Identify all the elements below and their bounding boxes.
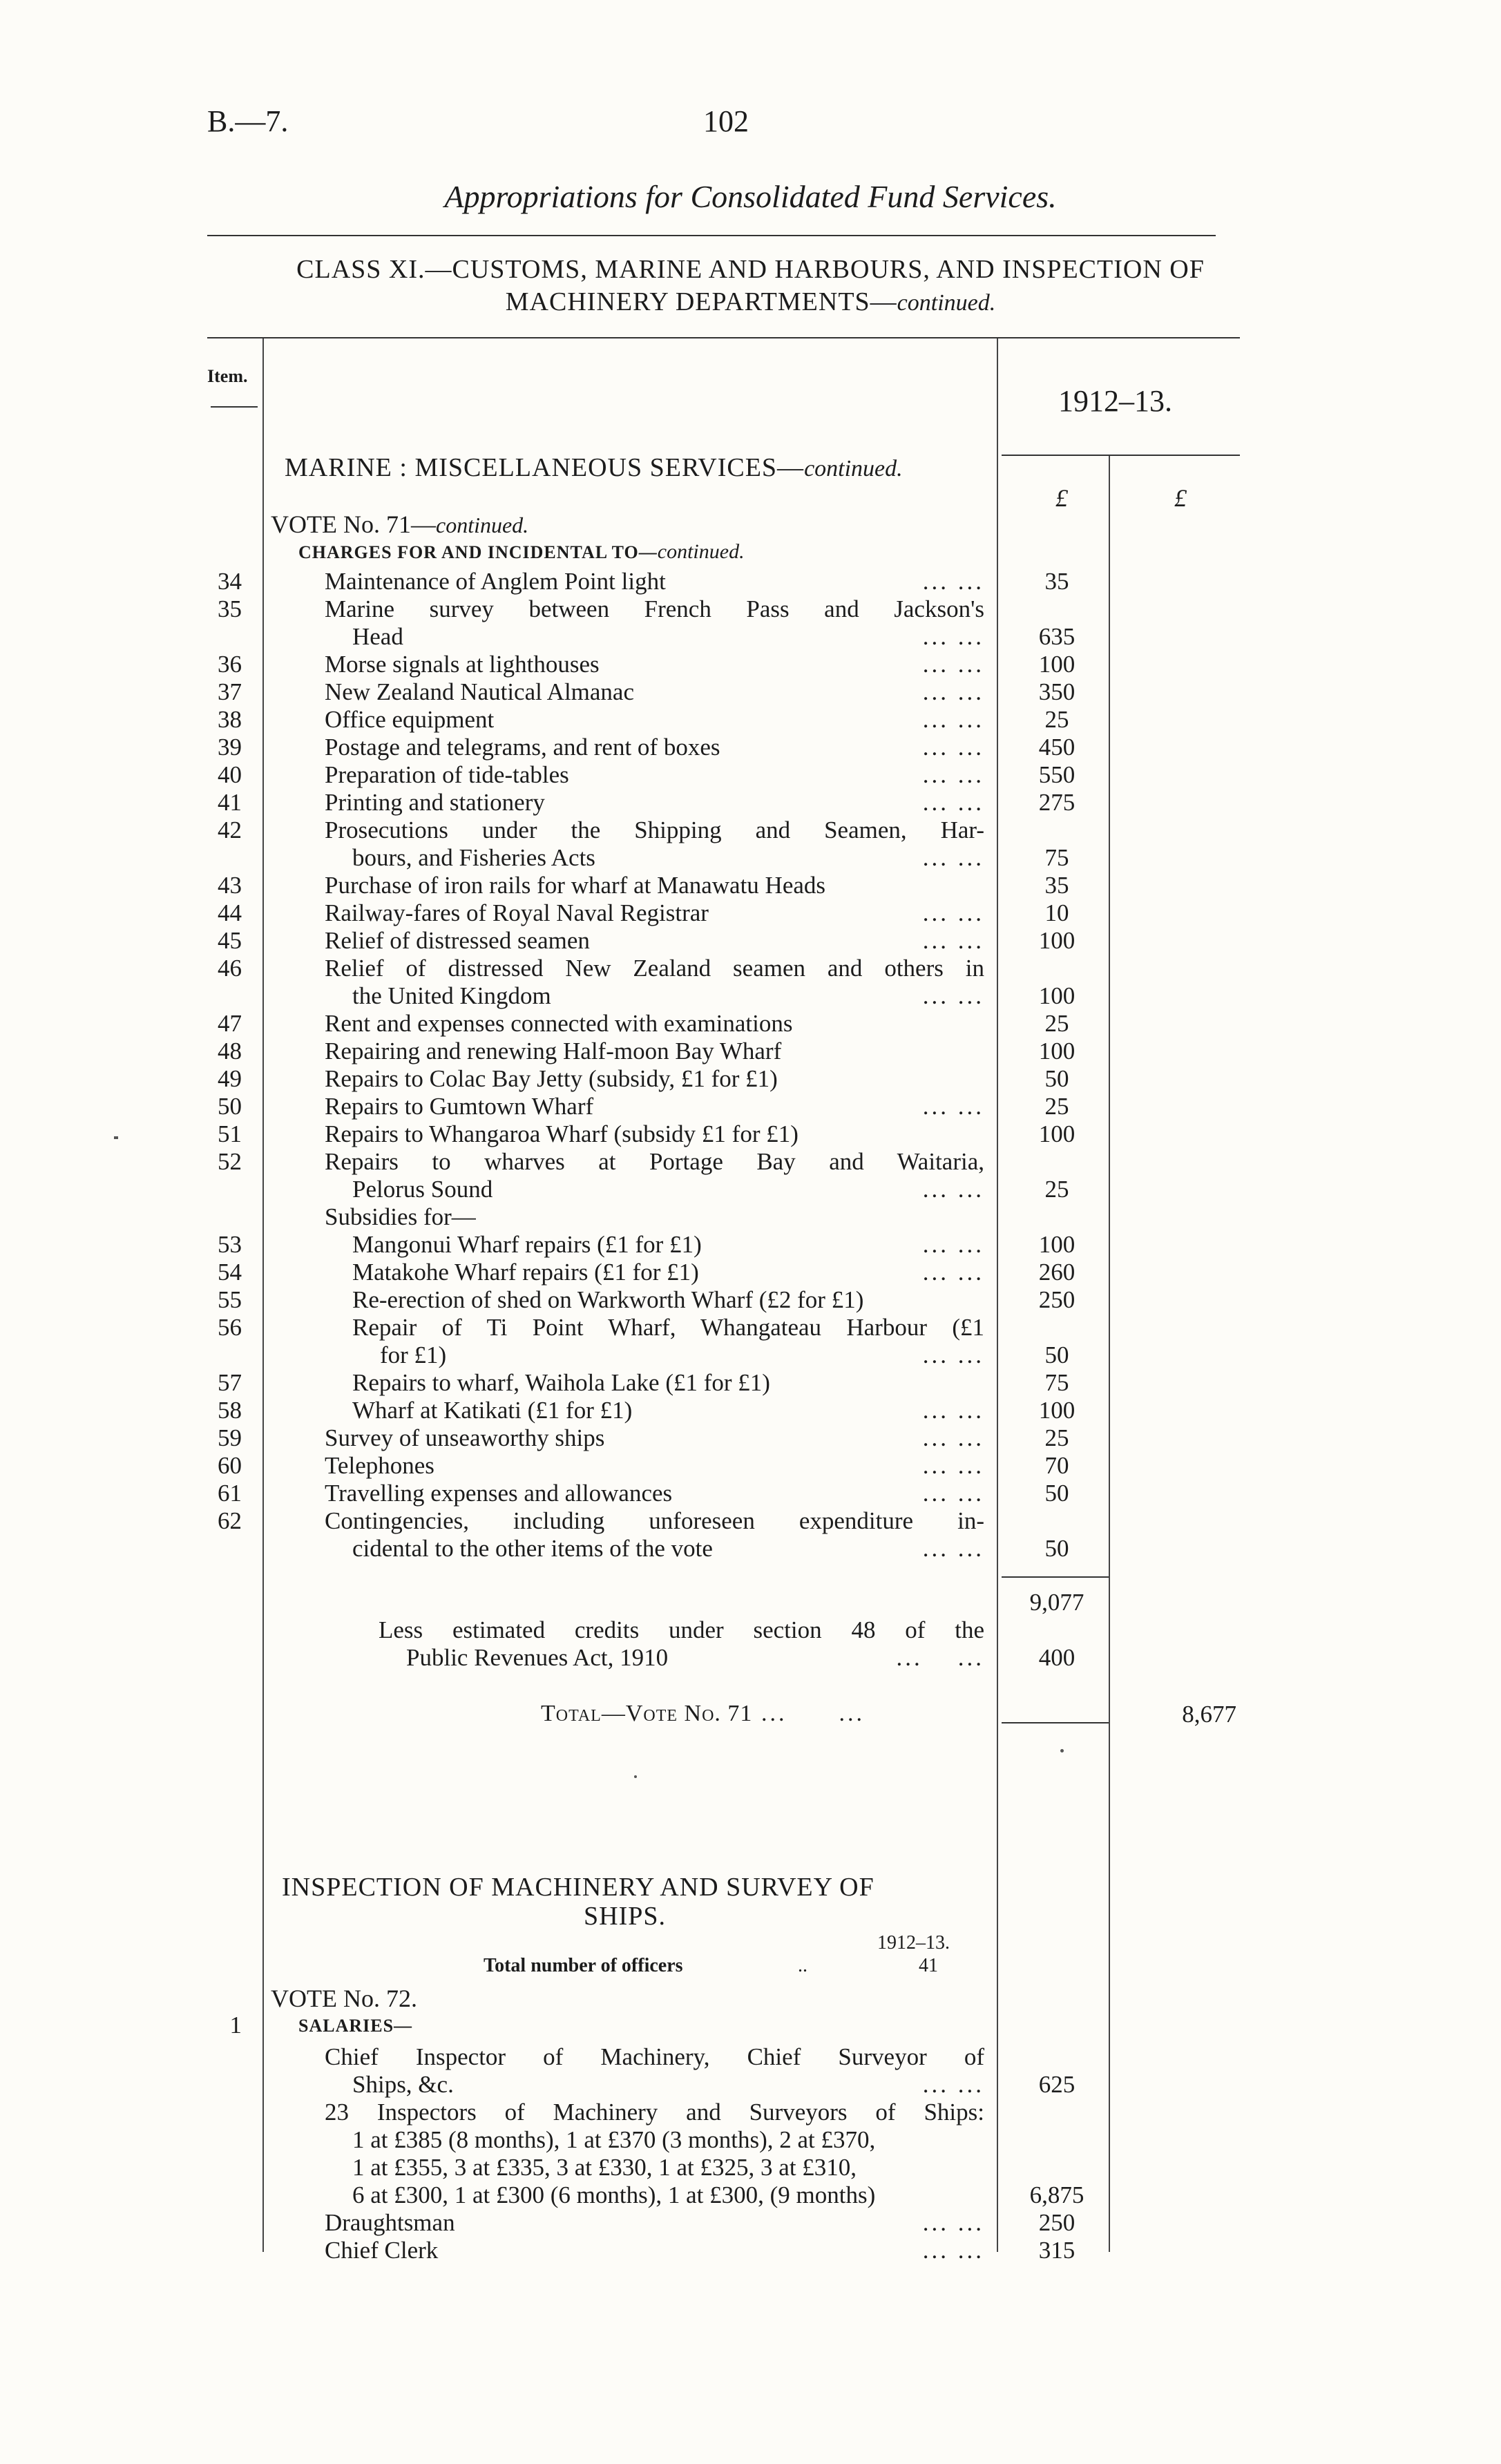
table-row — [0, 568, 1501, 595]
item-amount: 6,875 — [1029, 2181, 1084, 2208]
item-amount: 100 — [1038, 1038, 1075, 1064]
item-description: Re-erection of shed on Warkworth Wharf (£2 for £1) — [352, 1286, 864, 1313]
item-description: 6 at £300, 1 at £300 (6 months), 1 at £300, (9 months) — [352, 2181, 876, 2208]
table-row — [0, 899, 1501, 927]
table-row — [0, 2043, 1501, 2071]
leader-dots: ... ... — [922, 1231, 984, 1258]
item-number: 52 — [218, 1148, 242, 1175]
item-amount: 75 — [1044, 1369, 1069, 1396]
charges-subheading: CHARGES FOR AND INCIDENTAL TO—continued. — [298, 540, 745, 563]
leader-dots: ... ... — [922, 678, 984, 705]
item-amount: 25 — [1044, 1424, 1069, 1451]
item-amount: 70 — [1044, 1452, 1069, 1479]
table-row — [0, 1397, 1501, 1424]
item-description: Marine survey between French Pass and Jackson's — [325, 595, 984, 622]
item-amount: 450 — [1038, 734, 1075, 761]
item-description: Prosecutions under the Shipping and Seamen, Har- — [325, 816, 984, 843]
table-row — [0, 872, 1501, 899]
vote-72-heading: VOTE No. 72. — [271, 1985, 417, 2012]
table-row — [0, 2209, 1501, 2237]
table-row — [0, 1093, 1501, 1120]
item-description: Morse signals at lighthouses — [325, 651, 600, 678]
officers-label: Total number of officers — [484, 1955, 683, 1976]
item-number: 43 — [218, 872, 242, 899]
item-number: 55 — [218, 1286, 242, 1313]
item-amount: 250 — [1038, 2209, 1075, 2236]
item-description: Printing and stationery — [325, 789, 545, 816]
item-description: Ships, &c. — [352, 2071, 454, 2098]
table-row — [0, 1480, 1501, 1507]
item-description: New Zealand Nautical Almanac — [325, 678, 634, 705]
leader-dots: ... ... — [922, 568, 984, 595]
leader-dots: ... ... — [922, 734, 984, 761]
item-description: 1 at £385 (8 months), 1 at £370 (3 months), 2 at £370, — [352, 2126, 876, 2153]
item-number: 38 — [218, 706, 242, 733]
item-description: Relief of distressed New Zealand seamen and others in — [325, 955, 984, 982]
item-amount: 50 — [1044, 1065, 1069, 1092]
item-number: 56 — [218, 1314, 242, 1341]
item-number: 49 — [218, 1065, 242, 1092]
table-row — [0, 595, 1501, 623]
item-number: 34 — [218, 568, 242, 595]
item-number: 58 — [218, 1397, 242, 1424]
year-header-rule — [1002, 455, 1240, 456]
item-amount: 315 — [1038, 2237, 1075, 2264]
table-row — [0, 2099, 1501, 2126]
table-row — [0, 1010, 1501, 1038]
item-number: 53 — [218, 1231, 242, 1258]
table-row — [0, 1535, 1501, 1563]
table-row — [0, 1369, 1501, 1397]
item-amount: 50 — [1044, 1480, 1069, 1507]
less-credits-dots: ... ... — [896, 1644, 984, 1671]
salaries-label: SALARIES— — [298, 2016, 413, 2036]
item-description: Rent and expenses connected with examinations — [325, 1010, 793, 1037]
pound-header-1: £ — [1055, 484, 1068, 512]
item-header-underline — [211, 406, 258, 408]
table-row — [0, 1231, 1501, 1259]
item-description: Draughtsman — [325, 2209, 455, 2236]
table-row — [0, 2126, 1501, 2154]
item-description: Contingencies, including unforeseen expenditure in- — [325, 1507, 984, 1534]
leader-dots: ... ... — [922, 1093, 984, 1120]
item-description: Wharf at Katikati (£1 for £1) — [352, 1397, 633, 1424]
item-description: Repairs to wharves at Portage Bay and Waitaria, — [325, 1148, 984, 1175]
item-amount: 50 — [1044, 1341, 1069, 1368]
pound-header-2: £ — [1174, 484, 1187, 512]
item-amount: 100 — [1038, 1231, 1075, 1258]
table-row — [0, 1148, 1501, 1176]
item-amount: 25 — [1044, 1093, 1069, 1120]
table-row — [0, 761, 1501, 789]
document-reference: B.—7. — [207, 104, 289, 138]
leader-dots: ... ... — [922, 2237, 984, 2264]
item-number: 37 — [218, 678, 242, 705]
class-heading-line2: MACHINERY DEPARTMENTS—continued. — [505, 287, 996, 316]
item-amount: 260 — [1038, 1259, 1075, 1286]
item-description: Repairing and renewing Half-moon Bay Wharf — [325, 1038, 782, 1064]
table-row — [0, 1452, 1501, 1480]
item-amount: 100 — [1038, 982, 1075, 1009]
item-description: Mangonui Wharf repairs (£1 for £1) — [352, 1231, 702, 1258]
leader-dots: ... ... — [922, 2209, 984, 2236]
table-row — [0, 816, 1501, 844]
item-amount: 25 — [1044, 1010, 1069, 1037]
item-number: 41 — [218, 789, 242, 816]
item-amount: 100 — [1038, 927, 1075, 954]
leader-dots: ... ... — [922, 982, 984, 1009]
item-number: 42 — [218, 816, 242, 843]
stray-mark-2 — [1060, 1749, 1064, 1753]
officers-year: 1912–13. — [877, 1932, 950, 1954]
item-number: 48 — [218, 1038, 242, 1064]
subtotal-rule — [1002, 1576, 1109, 1578]
item-description: 23 Inspectors of Machinery and Surveyors of Ships: — [325, 2099, 984, 2126]
item-description: Chief Inspector of Machinery, Chief Surveyor of — [325, 2043, 984, 2070]
leader-dots: ... ... — [922, 927, 984, 954]
item-amount: 100 — [1038, 1120, 1075, 1147]
item-description: cidental to the other items of the vote — [352, 1535, 713, 1562]
item-number: 50 — [218, 1093, 242, 1120]
item-column-header: Item. — [207, 366, 248, 386]
page-title: Appropriations for Consolidated Fund Services. — [444, 179, 1057, 214]
item-description: Repairs to Whangaroa Wharf (subsidy £1 for £1) — [325, 1120, 799, 1147]
section-heading-inspection: INSPECTION OF MACHINERY AND SURVEY OF — [282, 1873, 874, 1902]
item-amount: 625 — [1038, 2071, 1075, 2098]
item-amount: 25 — [1044, 1176, 1069, 1203]
item-amount: 100 — [1038, 651, 1075, 678]
leader-dots: ... ... — [922, 1397, 984, 1424]
table-row — [0, 982, 1501, 1010]
item-number: 39 — [218, 734, 242, 761]
less-credits-line2: Public Revenues Act, 1910 — [406, 1644, 669, 1671]
item-amount: 50 — [1044, 1535, 1069, 1562]
item-description: Postage and telegrams, and rent of boxes — [325, 734, 720, 761]
item-description: for £1) — [380, 1341, 447, 1368]
item-number: 61 — [218, 1480, 242, 1507]
table-row — [0, 1286, 1501, 1314]
table-row — [0, 678, 1501, 706]
table-row — [0, 1203, 1501, 1231]
leader-dots: ... ... — [922, 1480, 984, 1507]
item-description: Purchase of iron rails for wharf at Manawatu Heads — [325, 872, 826, 899]
item-description: Head — [352, 623, 403, 650]
table-row — [0, 651, 1501, 678]
leader-dots: ... ... — [922, 844, 984, 871]
item-number: 59 — [218, 1424, 242, 1451]
leader-dots: ... ... — [922, 651, 984, 678]
item-description: Subsidies for— — [325, 1203, 476, 1230]
leader-dots: ... ... — [922, 1452, 984, 1479]
table-row — [0, 955, 1501, 982]
table-row — [0, 1176, 1501, 1203]
table-row — [0, 1259, 1501, 1286]
item-number: 35 — [218, 595, 242, 622]
item-description: Matakohe Wharf repairs (£1 for £1) — [352, 1259, 699, 1286]
item-amount: 635 — [1038, 623, 1075, 650]
table-row — [0, 623, 1501, 651]
item-number: 60 — [218, 1452, 242, 1479]
item-description: Pelorus Sound — [352, 1176, 493, 1203]
item-description: Repair of Ti Point Wharf, Whangateau Harbour (£1 — [352, 1314, 984, 1341]
item-number: 51 — [218, 1120, 242, 1147]
table-row — [0, 1065, 1501, 1093]
leader-dots: ... ... — [922, 1424, 984, 1451]
leader-dots: ... ... — [922, 2071, 984, 2098]
leader-dots: ... ... — [922, 1176, 984, 1203]
table-row — [0, 2071, 1501, 2099]
table-row — [0, 1507, 1501, 1535]
table-row — [0, 927, 1501, 955]
stray-mark-3 — [634, 1775, 637, 1778]
leader-dots: ... ... — [922, 1259, 984, 1286]
vote-71-heading: VOTE No. 71—continued. — [271, 510, 529, 538]
officers-count: 41 — [919, 1955, 938, 1976]
section-heading-inspection-line2: SHIPS. — [584, 1902, 666, 1931]
item-description: Travelling expenses and allowances — [325, 1480, 673, 1507]
leader-dots: ... ... — [922, 623, 984, 650]
table-row — [0, 1341, 1501, 1369]
item-description: Repairs to wharf, Waihola Lake (£1 for £1) — [352, 1369, 770, 1396]
subtotal-amount: 9,077 — [1029, 1589, 1084, 1616]
item-description: Repairs to Gumtown Wharf — [325, 1093, 594, 1120]
item-amount: 350 — [1038, 678, 1075, 705]
table-row — [0, 2154, 1501, 2181]
item-number: 57 — [218, 1369, 242, 1396]
item-number-1: 1 — [229, 2012, 242, 2038]
item-description: Maintenance of Anglem Point light — [325, 568, 666, 595]
table-row — [0, 734, 1501, 761]
leader-dots: ... ... — [922, 1535, 984, 1562]
item-amount: 100 — [1038, 1397, 1075, 1424]
table-row — [0, 1038, 1501, 1065]
table-row — [0, 1314, 1501, 1341]
section-heading-marine: MARINE : MISCELLANEOUS SERVICES—continued. — [285, 453, 903, 482]
item-description: Railway-fares of Royal Naval Registrar — [325, 899, 709, 926]
leader-dots: ... ... — [922, 1341, 984, 1368]
item-description: 1 at £355, 3 at £335, 3 at £330, 1 at £325, 3 at £310, — [352, 2154, 857, 2181]
table-top-rule — [207, 337, 1240, 338]
item-description: Relief of distressed seamen — [325, 927, 590, 954]
total-vote-71-amount: 8,677 — [1182, 1701, 1236, 1728]
title-rule — [207, 235, 1216, 236]
table-row — [0, 789, 1501, 816]
item-number: 40 — [218, 761, 242, 788]
item-amount: 550 — [1038, 761, 1075, 788]
officers-dots: .. — [798, 1955, 807, 1976]
table-row — [0, 844, 1501, 872]
table-row — [0, 1120, 1501, 1148]
less-credits-line1: Less estimated credits under section 48 of the — [379, 1616, 984, 1643]
table-row — [0, 1424, 1501, 1452]
page-number: 102 — [703, 104, 749, 138]
stray-mark — [114, 1136, 118, 1139]
item-number: 47 — [218, 1010, 242, 1037]
item-number: 45 — [218, 927, 242, 954]
item-amount: 10 — [1044, 899, 1069, 926]
item-number: 44 — [218, 899, 242, 926]
less-credits-amount: 400 — [1038, 1644, 1075, 1671]
item-amount: 25 — [1044, 706, 1069, 733]
item-description: Repairs to Colac Bay Jetty (subsidy, £1 for £1) — [325, 1065, 778, 1092]
item-description: Chief Clerk — [325, 2237, 439, 2264]
item-number: 54 — [218, 1259, 242, 1286]
item-amount: 35 — [1044, 568, 1069, 595]
item-description: Survey of unseaworthy ships — [325, 1424, 605, 1451]
class-heading-line1: CLASS XI.—CUSTOMS, MARINE AND HARBOURS, AND INSPECTION OF — [296, 255, 1205, 284]
total-rule — [1002, 1722, 1109, 1723]
leader-dots: ... ... — [922, 789, 984, 816]
item-description: Telephones — [325, 1452, 434, 1479]
year-column-header: 1912–13. — [1058, 384, 1172, 418]
item-description: the United Kingdom — [352, 982, 551, 1009]
table-row — [0, 706, 1501, 734]
table-row — [0, 2181, 1501, 2209]
leader-dots: ... ... — [922, 761, 984, 788]
item-number: 62 — [218, 1507, 242, 1534]
leader-dots: ... ... — [922, 706, 984, 733]
item-description: Preparation of tide-tables — [325, 761, 569, 788]
item-amount: 75 — [1044, 844, 1069, 871]
item-number: 46 — [218, 955, 242, 982]
total-vote-71-label: Total—Vote No. 71 ... ... — [541, 1701, 865, 1726]
leader-dots: ... ... — [922, 899, 984, 926]
item-description: bours, and Fisheries Acts — [352, 844, 595, 871]
item-amount: 275 — [1038, 789, 1075, 816]
item-number: 36 — [218, 651, 242, 678]
item-amount: 250 — [1038, 1286, 1075, 1313]
item-amount: 35 — [1044, 872, 1069, 899]
item-description: Office equipment — [325, 706, 495, 733]
table-row — [0, 2237, 1501, 2264]
